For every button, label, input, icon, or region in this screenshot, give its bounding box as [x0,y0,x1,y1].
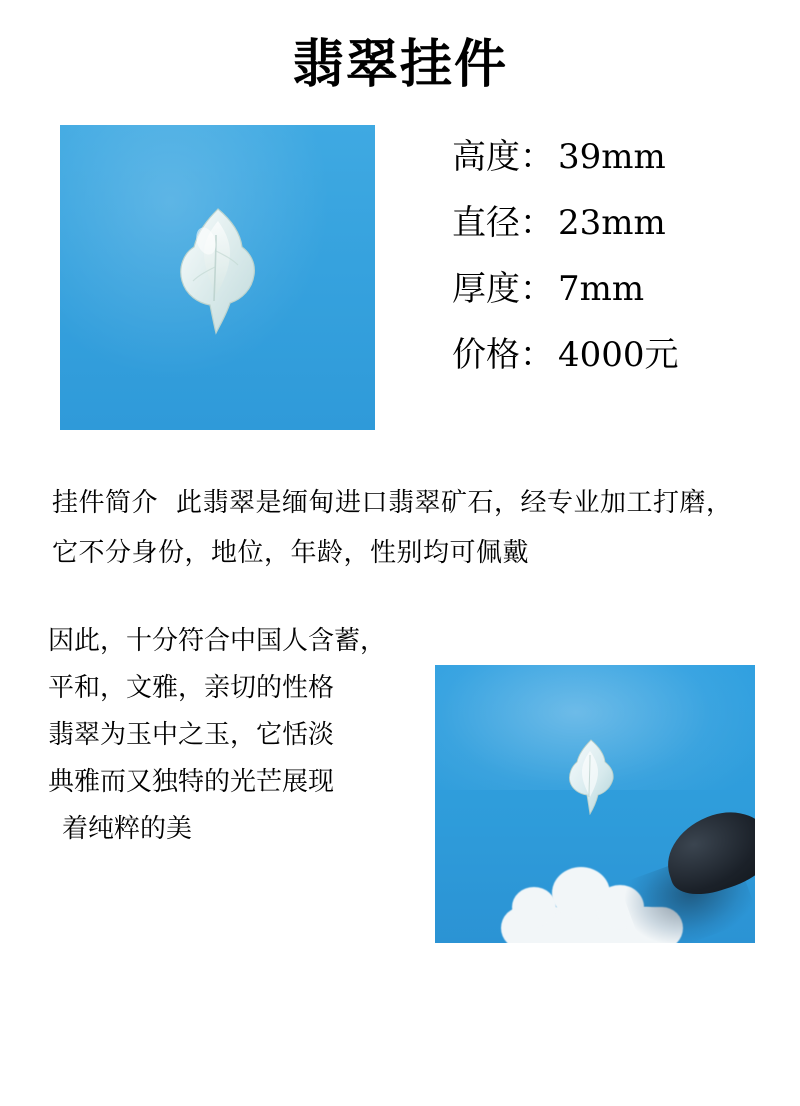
spec-label-price: 价格： [452,335,554,375]
description-line-2: 它不分身份，地位，年龄，性别均可佩戴 [52,538,530,568]
product-photo-secondary [435,665,755,943]
jade-pendant-illustration-secondary [563,737,619,815]
description-col-line-2: 平和，文雅，亲切的性格 [48,673,335,703]
spec-row-price [452,335,772,375]
spec-value-price: 4000元 [558,335,679,375]
spec-value-thickness: 7mm [558,269,645,309]
spec-label-diameter: 直径： [452,203,554,243]
spec-value-height: 39mm [558,137,666,177]
product-photo-main [60,125,375,430]
spec-row-height [452,137,772,177]
spec-label-height: 高度： [452,137,554,177]
description-col-line-4: 典雅而又独特的光芒展现 [48,767,335,797]
description-col-line-1: 因此，十分符合中国人含蓄， [48,626,387,656]
description-column [48,618,420,853]
description-intro [52,478,772,578]
spec-label-thickness: 厚度： [452,269,554,309]
spec-list [452,137,772,404]
description-col-line-5: 着纯粹的美 [62,814,193,844]
description-col-line-3: 翡翠为玉中之玉，它恬淡 [48,720,335,750]
page-title: 翡翠挂件 [291,35,508,95]
spec-row-diameter [452,203,772,243]
spec-value-diameter: 23mm [558,203,666,243]
spec-row-thickness [452,269,772,309]
description-line-1 [52,478,772,528]
jade-pendant-illustration [170,205,266,337]
description-text-1: 此翡翠是缅甸进口翡翠矿石，经专业加工打磨， [176,488,733,518]
description-lead: 挂件简介 [52,488,159,518]
